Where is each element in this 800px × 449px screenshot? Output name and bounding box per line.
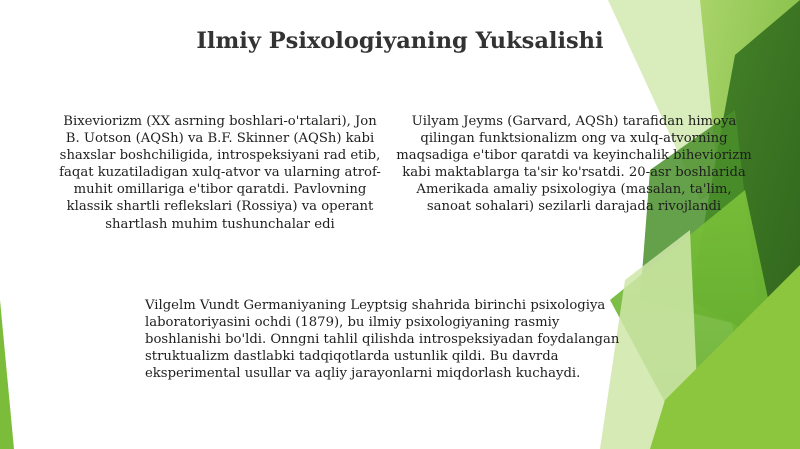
structuralism-text-block: Vilgelm Vundt Germaniyaning Leyptsig shahrida birinchi psixologiya laboratoriyasini ochdi (1879), bu ilmiy psixologiyaning rasmiy boshlanishi bo'ldi. Onngni tahlil qilishda introspeksiyadan foydalangan struktualizm dastlabki tadqiqotlarda ustunlik qildi. Bu davrda eksperimental usullar va aqliy jarayonlarni miqdorlash kuchaydi.	[145, 298, 620, 382]
behaviorism-text-block: Bixeviorizm (XX asrning boshlari-o'rtalari), Jon B. Uotson (AQSh) va B.F. Skinner (AQSh) kabi shaxslar boshchiligida, introspeksiyani rad etib, faqat kuzatiladigan xulq-atvor va ularning atrof-muhit omillariga e'tibor qaratdi. Pavlovning klassik shartli reflekslari (Rossiya) va operant shartlash muhim tushunchalar edi	[59, 114, 381, 232]
slide-title: Ilmiy Psixologiyaning Yuksalishi	[196, 28, 604, 54]
functionalism-text-block: Uilyam Jeyms (Garvard, AQSh) tarafidan himoya qilingan funktsionalizm ong va xulq-atvorning maqsadiga e'tibor qaratdi va keyinchalik biheviorizm kabi maktablarga ta'sir ko'rsatdi. 20-asr boshlarida Amerikada amaliy psixologiya (masalan, ta'lim, sanoat sohalari) sezilarli darajada rivojlandi	[396, 114, 752, 215]
